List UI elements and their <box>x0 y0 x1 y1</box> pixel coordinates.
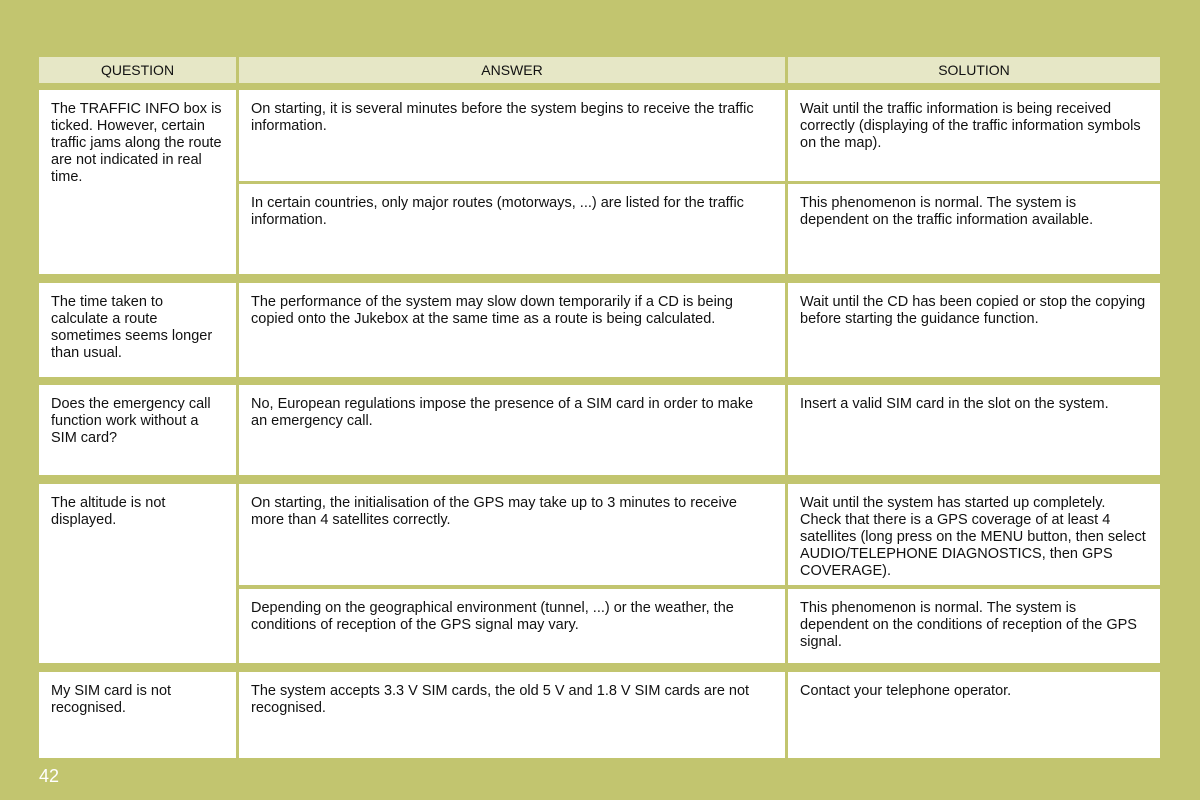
solution-cell: Insert a valid SIM card in the slot on the system. <box>788 385 1160 475</box>
header-answer: ANSWER <box>239 57 785 83</box>
solution-cell: Wait until the system has started up completely. Check that there is a GPS coverage of at least 4 satellites (long press on the MENU button, then select AUDIO/TELEPHONE DIAGNOSTICS, then GPS COVERAGE). <box>788 484 1160 585</box>
answer-cell: On starting, it is several minutes before the system begins to receive the traffic information. <box>239 90 785 181</box>
answer-cell: No, European regulations impose the presence of a SIM card in order to make an emergency call. <box>239 385 785 475</box>
question-cell: Does the emergency call function work without a SIM card? <box>39 385 236 475</box>
question-cell: The TRAFFIC INFO box is ticked. However, certain traffic jams along the route are not indicated in real time. <box>39 90 236 274</box>
solution-cell: This phenomenon is normal. The system is dependent on the conditions of reception of the GPS signal. <box>788 589 1160 663</box>
question-cell: The time taken to calculate a route sometimes seems longer than usual. <box>39 283 236 377</box>
solution-cell: Contact your telephone operator. <box>788 672 1160 758</box>
page-number: 42 <box>39 766 60 786</box>
header-question: QUESTION <box>39 57 236 83</box>
answer-cell: The performance of the system may slow down temporarily if a CD is being copied onto the Jukebox at the same time as a route is being calculated. <box>239 283 785 377</box>
solution-cell: Wait until the traffic information is being received correctly (displaying of the traffic information symbols on the map). <box>788 90 1160 181</box>
answer-cell: Depending on the geographical environment (tunnel, ...) or the weather, the conditions of reception of the GPS signal may vary. <box>239 589 785 663</box>
answer-cell: On starting, the initialisation of the GPS may take up to 3 minutes to receive more than 4 satellites correctly. <box>239 484 785 585</box>
header-solution: SOLUTION <box>788 57 1160 83</box>
question-cell: My SIM card is not recognised. <box>39 672 236 758</box>
question-cell: The altitude is not displayed. <box>39 484 236 663</box>
solution-cell: Wait until the CD has been copied or stop the copying before starting the guidance function. <box>788 283 1160 377</box>
solution-cell: This phenomenon is normal. The system is dependent on the traffic information available. <box>788 184 1160 274</box>
answer-cell: In certain countries, only major routes (motorways, ...) are listed for the traffic information. <box>239 184 785 274</box>
answer-cell: The system accepts 3.3 V SIM cards, the old 5 V and 1.8 V SIM cards are not recognised. <box>239 672 785 758</box>
